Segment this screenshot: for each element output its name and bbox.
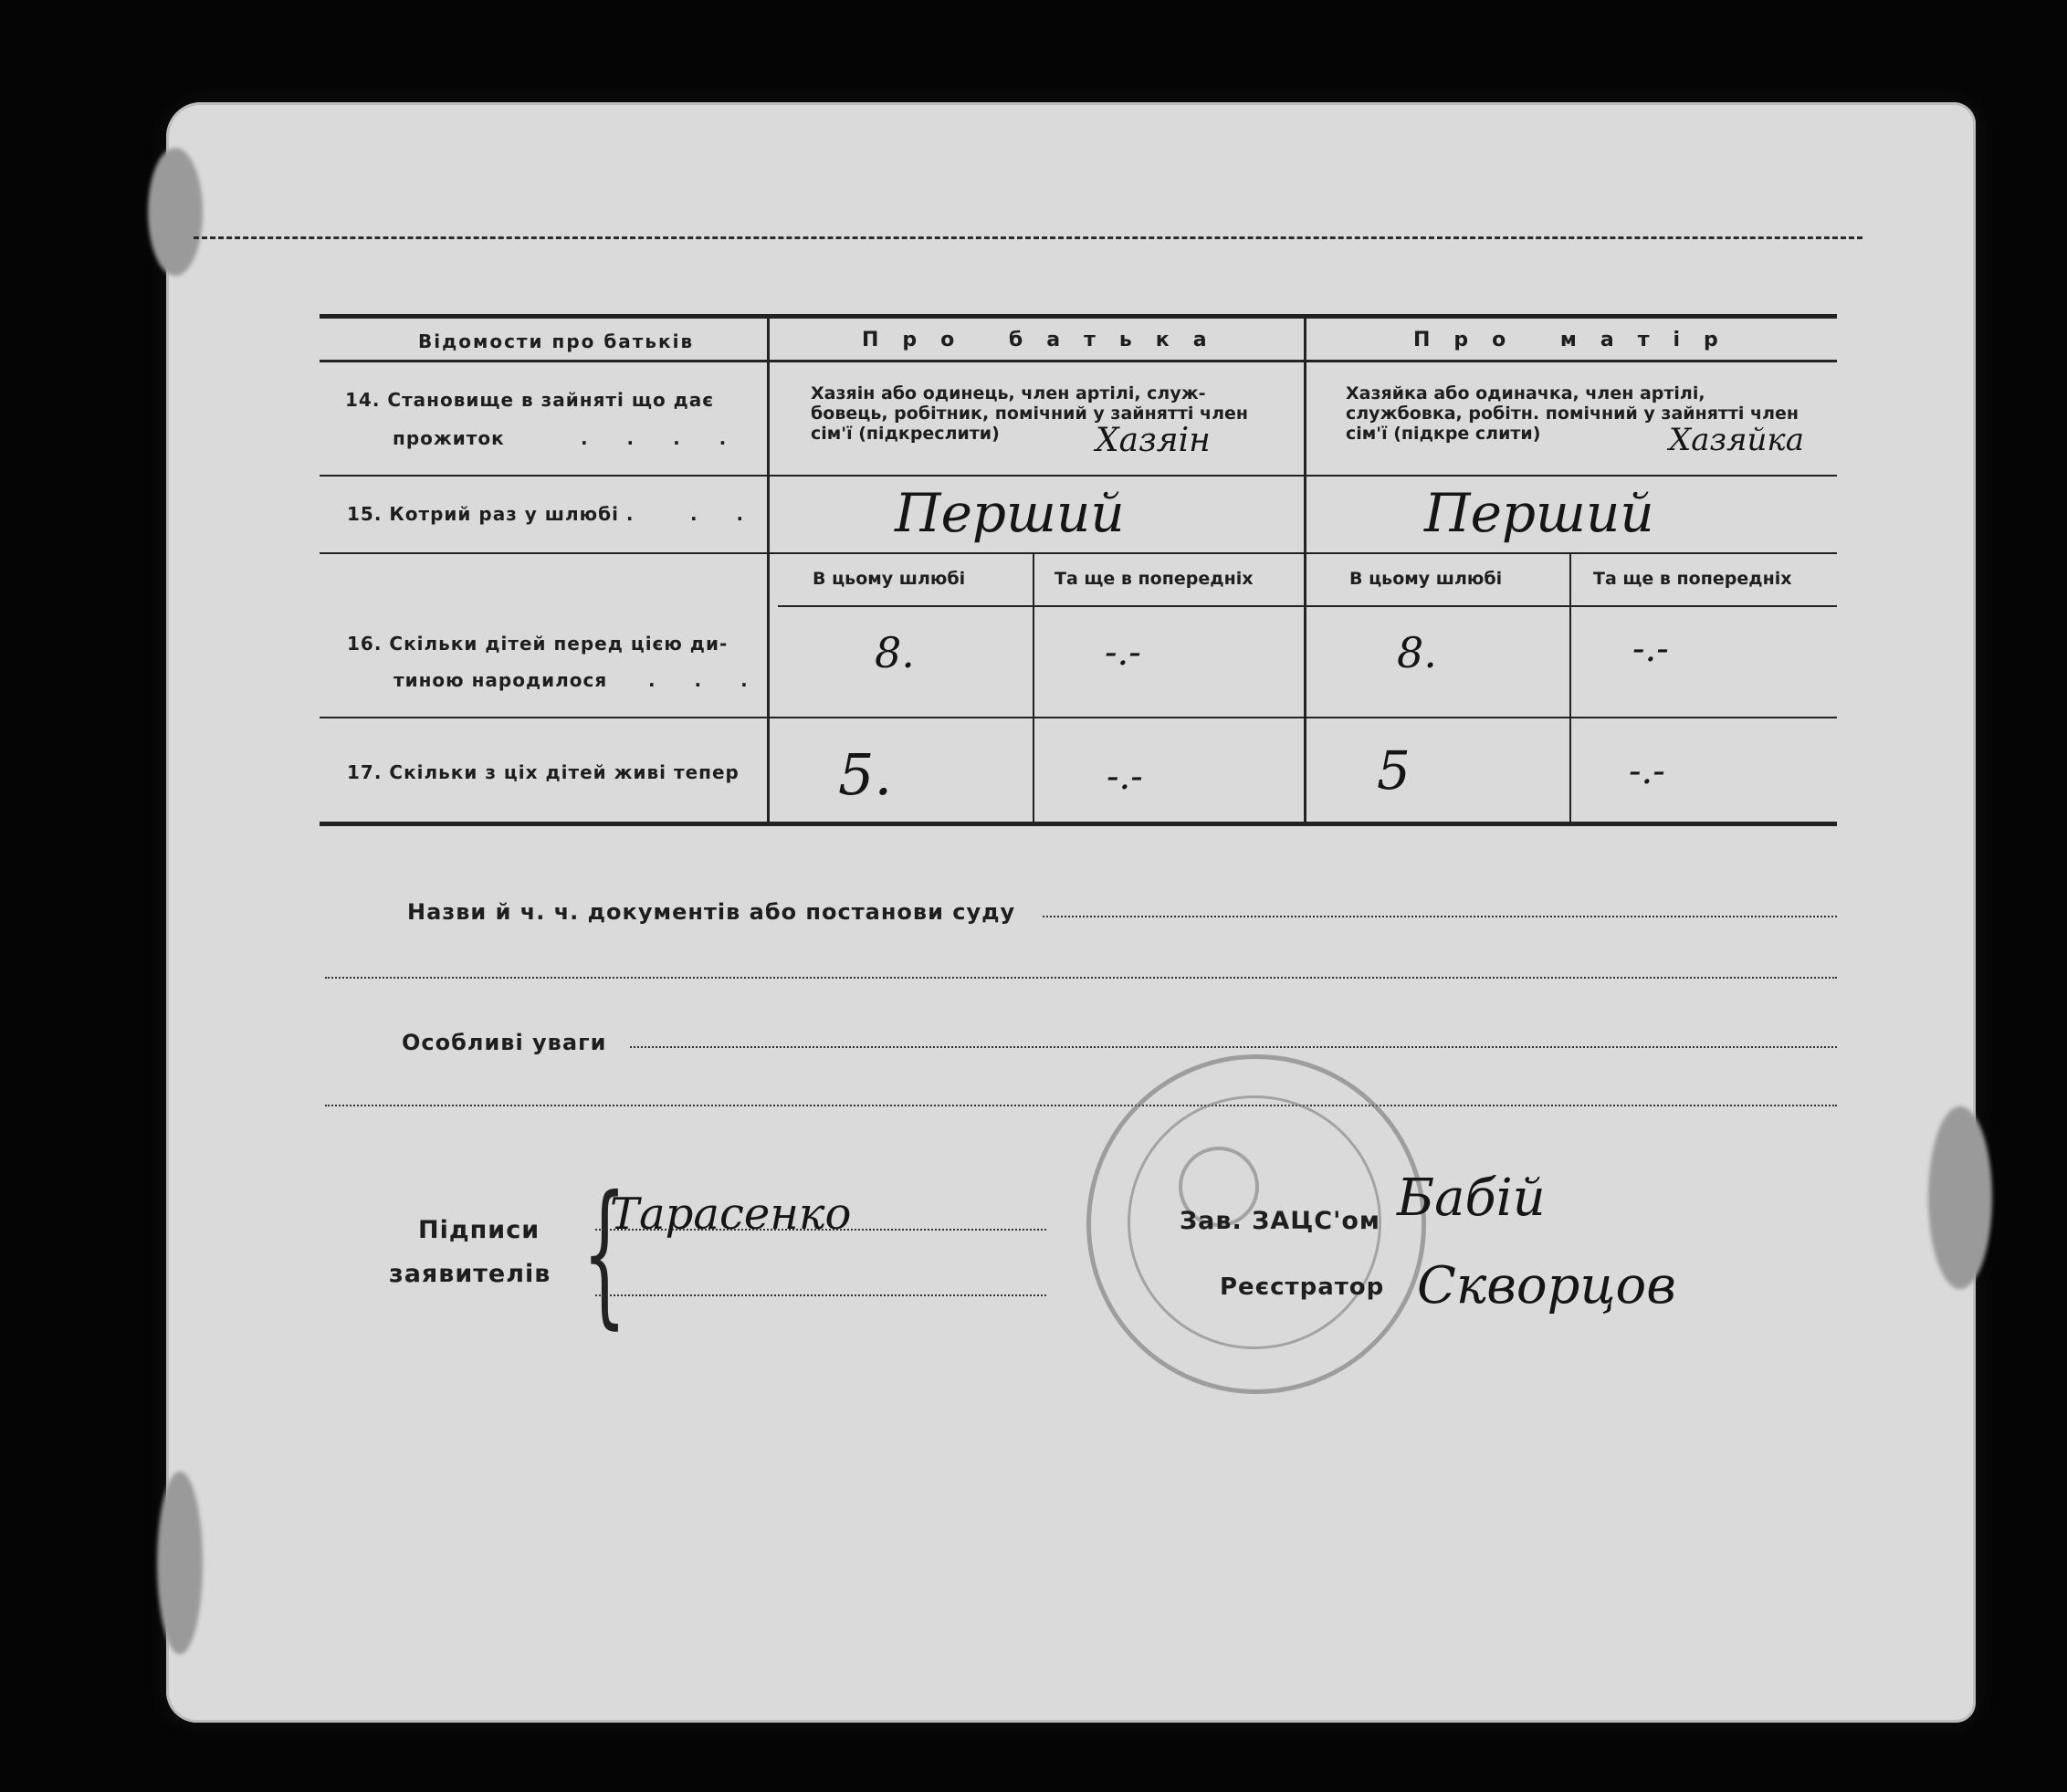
row14-mother-options: Хазяйка або одиначка, член артілі, службовка, робітн. помічний у зайнятті член сім'ї (підкре слити)	[1346, 383, 1799, 444]
row16-dots: . . .	[648, 669, 764, 691]
row17-label: 17. Скільки з ціх дітей живі тепер	[347, 761, 740, 783]
table-top-rule	[320, 314, 1837, 319]
row14-label-line2: прожиток	[393, 427, 505, 449]
applicant-signature: Тарасенко	[610, 1189, 852, 1240]
header-parents-info: Відомости про батьків	[418, 330, 695, 352]
applicant-signature-line-2	[595, 1294, 1046, 1296]
table-bottom-rule	[320, 822, 1837, 826]
row15-dots: . .	[690, 503, 761, 525]
row16-mother-previous-value: -.-	[1632, 628, 1669, 670]
special-notes-line-1	[630, 1046, 1837, 1048]
row17-father-this-marriage-value: 5.	[838, 741, 893, 808]
documents-line-1	[1043, 916, 1837, 917]
signatures-label-line1: Підписи	[418, 1216, 540, 1244]
signatures-label-line2: заявителів	[389, 1260, 551, 1288]
row14-bottom-rule	[320, 475, 1837, 477]
subheader-bottom-rule	[778, 605, 1837, 607]
header-about-father: Про батька	[862, 329, 1231, 351]
col-divider-1	[767, 316, 770, 825]
row15-mother-handwritten: Перший	[1424, 482, 1654, 544]
page-edge-wear	[1928, 1106, 1992, 1289]
row14-mother-handwritten: Хазяйка	[1669, 422, 1805, 458]
tear-off-line	[194, 236, 1862, 239]
signatures-brace: {	[582, 1163, 627, 1344]
documents-line-2	[325, 977, 1837, 979]
row14-dots: . . . .	[581, 427, 743, 449]
header-bottom-rule	[320, 360, 1837, 362]
page-edge-wear	[157, 1472, 203, 1654]
row16-label-line1: 16. Скільки дітей перед цією ди-	[347, 633, 729, 655]
subheader-mother-previous: Та ще в попередніх	[1593, 569, 1792, 589]
row16-mother-this-marriage-value: 8.	[1397, 628, 1437, 677]
special-notes-label: Особливі уваги	[402, 1030, 607, 1055]
documents-label: Назви й ч. ч. документів або постанови суду	[407, 899, 1016, 925]
row14-father-handwritten: Хазяін	[1096, 422, 1211, 459]
zags-head-signature: Бабій	[1397, 1168, 1546, 1228]
col-divider-3	[1033, 554, 1034, 825]
row16-bottom-rule	[320, 717, 1837, 718]
row14-label-line1: 14. Становище в зайняті що дає	[345, 389, 715, 411]
subheader-father-this-marriage: В цьому шлюбі	[813, 569, 966, 589]
row16-father-previous-value: -.-	[1105, 632, 1141, 674]
row15-label: 15. Котрий раз у шлюбі .	[347, 503, 635, 525]
row16-father-this-marriage-value: 8.	[875, 628, 915, 677]
subheader-mother-this-marriage: В цьому шлюбі	[1349, 569, 1503, 589]
header-about-mother: Про матір	[1413, 329, 1742, 351]
special-notes-line-2	[325, 1105, 1837, 1106]
row17-mother-this-marriage-value: 5	[1377, 739, 1411, 802]
row15-father-handwritten: Перший	[895, 482, 1125, 544]
col-divider-2	[1304, 316, 1306, 825]
registrar-label: Реєстратор	[1220, 1273, 1385, 1301]
row16-label-line2: тиною народилося	[393, 669, 608, 691]
row14-father-options: Хазяін або одинець, член артілі, служ-бовець, робітник, помічний у зайнятті член сім'ї (підкреслити)	[811, 383, 1249, 444]
row17-mother-previous-value: -.-	[1629, 750, 1665, 792]
page-edge-wear	[148, 148, 203, 276]
registrar-signature: Скворцов	[1417, 1256, 1676, 1315]
col-divider-4	[1569, 554, 1571, 825]
row17-father-previous-value: -.-	[1107, 756, 1143, 798]
row15-bottom-rule	[320, 552, 1837, 554]
zags-head-label: Зав. ЗАЦС'ом	[1180, 1207, 1380, 1235]
subheader-father-previous: Та ще в попередніх	[1054, 569, 1254, 589]
applicant-signature-line-1	[595, 1229, 1046, 1231]
